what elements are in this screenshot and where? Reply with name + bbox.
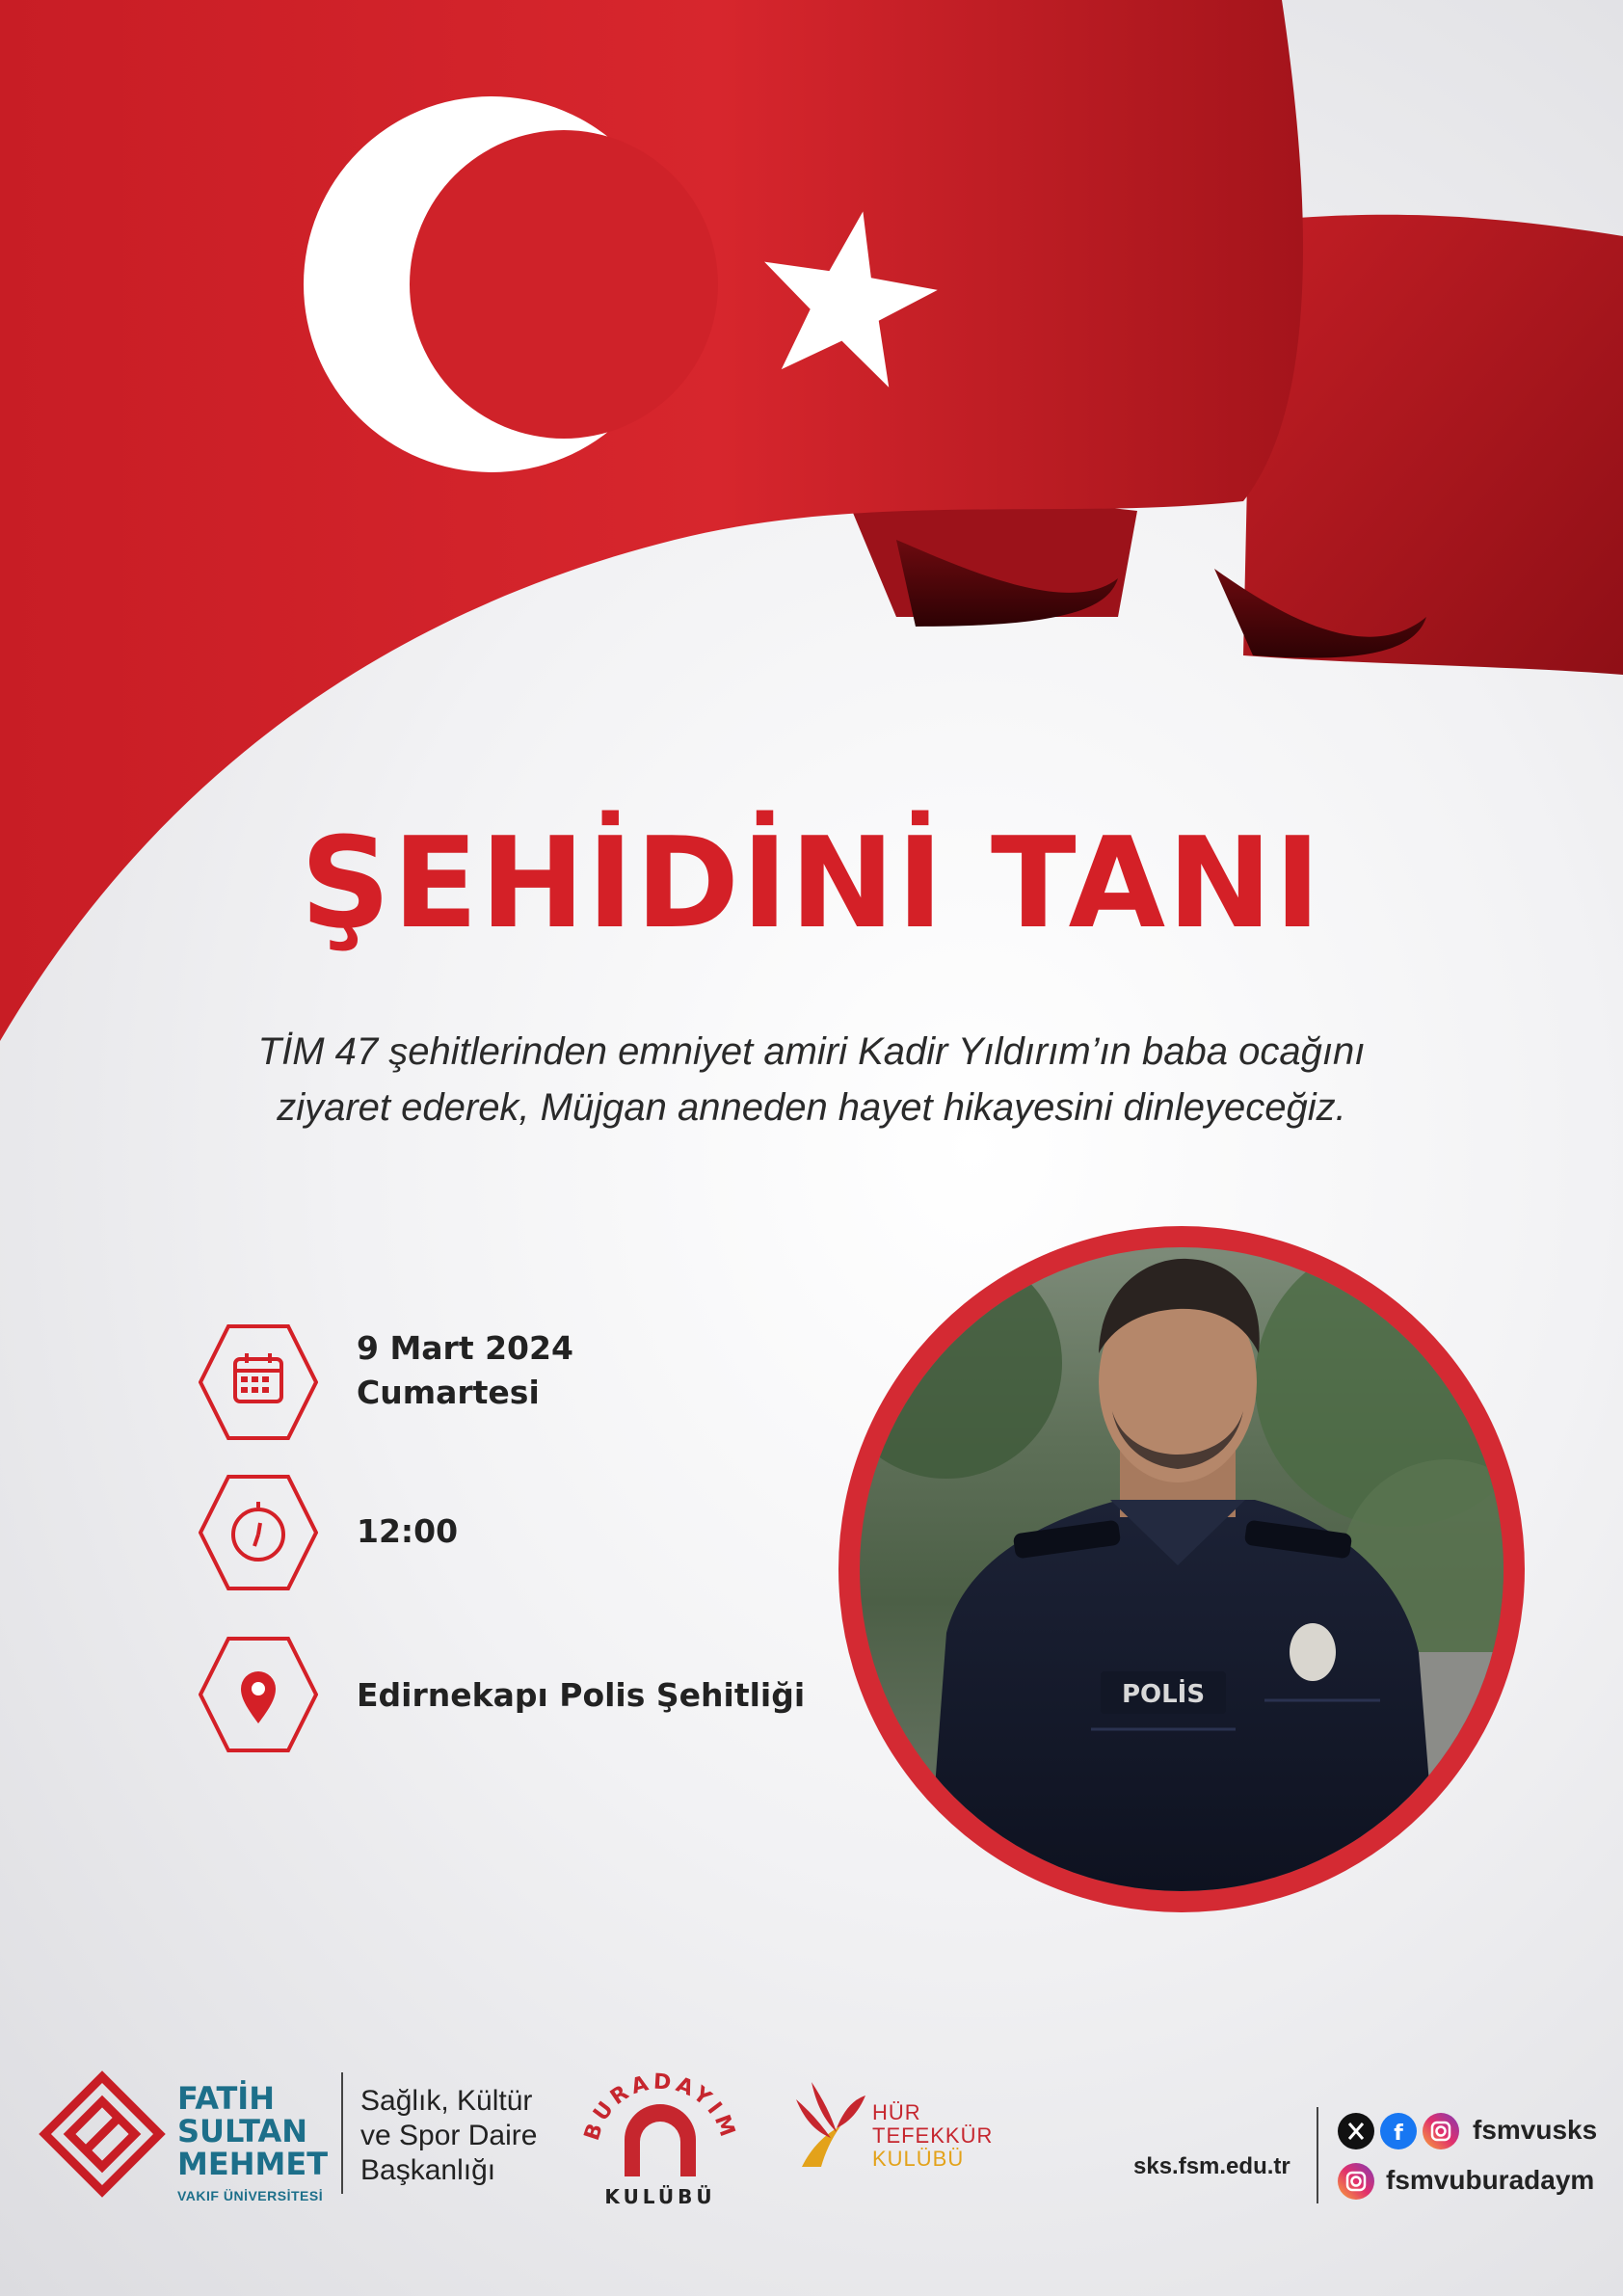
footer-divider-1 bbox=[341, 2072, 343, 2194]
fsm-line-1: FATİH bbox=[177, 2080, 275, 2117]
sks-department bbox=[360, 2084, 537, 2188]
polis-badge-text: POLİS bbox=[1121, 1680, 1206, 1709]
fsm-line-3: MEHMET bbox=[177, 2146, 329, 2182]
event-date: 9 Mart 2024 bbox=[357, 1329, 573, 1367]
event-time: 12:00 bbox=[357, 1512, 459, 1550]
event-description bbox=[135, 1024, 1488, 1135]
hur-tefekkur-bird-icon bbox=[783, 2070, 869, 2176]
facebook-icon[interactable] bbox=[1380, 2113, 1417, 2149]
fsm-line-2: SULTAN bbox=[177, 2113, 308, 2149]
buradayim-arc-text: BURADAYIM bbox=[579, 2069, 741, 2144]
event-location: Edirnekapı Polis Şehitliği bbox=[357, 1676, 806, 1714]
officer-illustration bbox=[860, 1247, 1503, 1891]
footer-divider-2 bbox=[1317, 2107, 1318, 2203]
sks-line-3: Başkanlığı bbox=[360, 2154, 496, 2186]
hur-tefekkur-text bbox=[872, 2101, 993, 2171]
hur-line-2: TEFEKKÜR bbox=[872, 2123, 994, 2148]
location-pin-icon bbox=[199, 1635, 318, 1754]
buradayim-bottom-text: KULÜBÜ bbox=[604, 2185, 716, 2207]
svg-text:f: f bbox=[1394, 2122, 1403, 2146]
fsm-logo-icon bbox=[39, 2070, 166, 2198]
fsm-logo-text bbox=[177, 2082, 328, 2180]
sks-line-1: Sağlık, Kültür bbox=[360, 2085, 533, 2117]
event-day: Cumartesi bbox=[357, 1374, 540, 1411]
social-handle-2[interactable]: fsmvuburadaym bbox=[1386, 2165, 1595, 2195]
clock-icon bbox=[199, 1473, 318, 1592]
instagram-icon[interactable] bbox=[1338, 2163, 1374, 2200]
website-link[interactable]: sks.fsm.edu.tr bbox=[1133, 2153, 1290, 2179]
description-line-1: TİM 47 şehitlerinden emniyet amiri Kadir Yıldırım’ın baba ocağını bbox=[257, 1030, 1366, 1073]
x-icon[interactable] bbox=[1338, 2113, 1374, 2149]
hur-line-1: HÜR bbox=[872, 2100, 921, 2124]
hur-line-3: KULÜBÜ bbox=[872, 2147, 965, 2171]
buradayim-logo-icon bbox=[578, 2063, 742, 2207]
social-handle-1[interactable]: fsmvusks bbox=[1473, 2115, 1598, 2145]
description-line-2: ziyaret ederek, Müjgan anneden hayet hikayesini dinleyeceğiz. bbox=[277, 1086, 1346, 1129]
instagram-icon[interactable] bbox=[1423, 2113, 1459, 2149]
calendar-icon bbox=[199, 1322, 318, 1442]
officer-photo bbox=[860, 1247, 1503, 1891]
sks-line-2: ve Spor Daire bbox=[360, 2120, 538, 2151]
fsm-logo-subtitle: VAKIF ÜNİVERSİTESİ bbox=[177, 2188, 324, 2203]
page-title: ŞEHİDİNİ TANI bbox=[300, 810, 1323, 956]
